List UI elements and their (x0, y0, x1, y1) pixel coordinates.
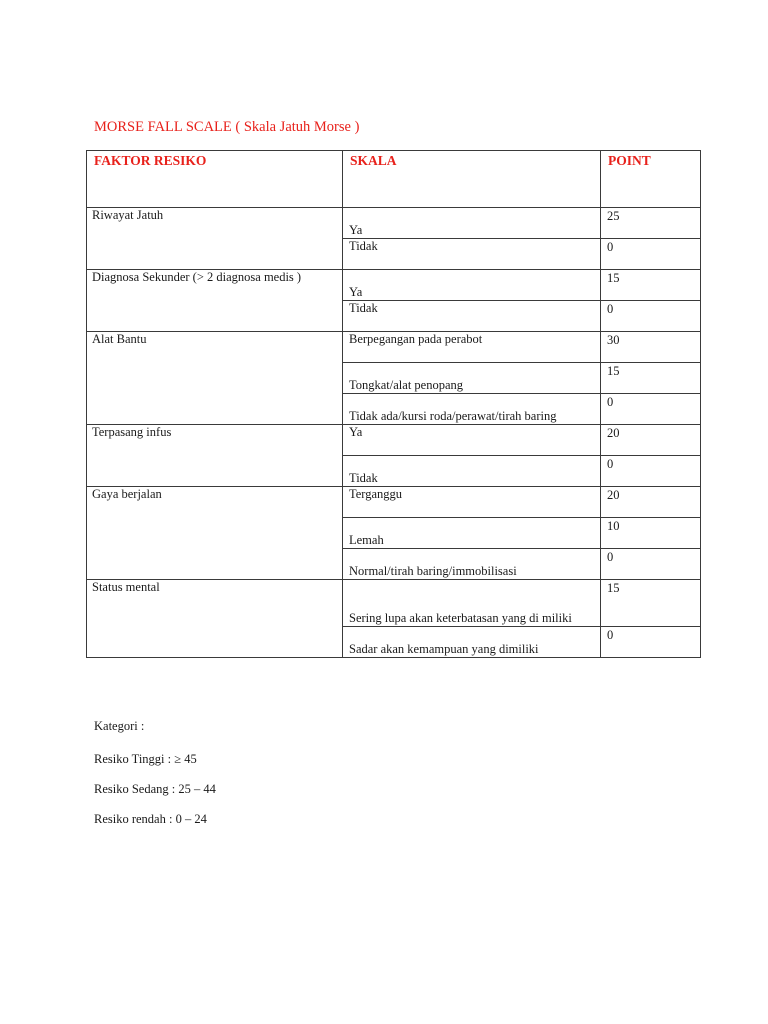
point-cell (601, 487, 701, 518)
point-cell (601, 239, 701, 270)
scale-cell (343, 580, 601, 627)
factor-cell (87, 208, 343, 270)
table-row (87, 487, 701, 518)
point-cell (601, 270, 701, 301)
scale-cell (343, 456, 601, 487)
point-value: 20 (607, 488, 620, 502)
factor-label: Status mental (92, 580, 160, 594)
point-cell (601, 301, 701, 332)
point-cell (601, 580, 701, 627)
morse-fall-scale-table (86, 150, 701, 658)
scale-cell (343, 518, 601, 549)
factor-label: Alat Bantu (92, 332, 147, 346)
point-value: 15 (607, 581, 620, 595)
point-value: 30 (607, 333, 620, 347)
table-row (87, 425, 701, 456)
point-value: 25 (607, 209, 620, 223)
point-value: 0 (607, 457, 614, 471)
point-value: 15 (607, 271, 620, 285)
scale-label: Tidak (349, 471, 378, 485)
scale-label: Sadar akan kemampuan yang dimiliki (349, 642, 539, 656)
scale-cell (343, 301, 601, 332)
header-factor: FAKTOR RESIKO (87, 151, 343, 208)
scale-label: Ya (349, 285, 363, 299)
scale-label: Tidak ada/kursi roda/perawat/tirah baring (349, 409, 557, 423)
scale-cell (343, 332, 601, 363)
factor-cell (87, 270, 343, 332)
category-heading: Kategori : (94, 719, 145, 733)
point-cell (601, 456, 701, 487)
point-cell (601, 425, 701, 456)
point-cell (601, 332, 701, 363)
point-value: 0 (607, 550, 614, 564)
point-value: 0 (607, 628, 614, 642)
table-row (87, 208, 701, 239)
point-value: 0 (607, 302, 614, 316)
factor-label: Gaya berjalan (92, 487, 162, 501)
scale-label: Tidak (349, 239, 378, 253)
header-point: POINT (601, 151, 701, 208)
scale-cell (343, 270, 601, 301)
point-value: 15 (607, 364, 620, 378)
table-row (87, 270, 701, 301)
factor-cell (87, 580, 343, 658)
scale-label: Tidak (349, 301, 378, 315)
scale-cell (343, 363, 601, 394)
header-scale: SKALA (343, 151, 601, 208)
scale-cell (343, 208, 601, 239)
factor-cell (87, 425, 343, 487)
factor-label: Terpasang infus (92, 425, 172, 439)
point-value: 10 (607, 519, 620, 533)
factor-cell (87, 487, 343, 580)
scale-cell (343, 239, 601, 270)
scale-cell (343, 487, 601, 518)
point-value: 0 (607, 240, 614, 254)
factor-cell (87, 332, 343, 425)
scale-label: Normal/tirah baring/immobilisasi (349, 564, 517, 578)
scale-label: Tongkat/alat penopang (349, 378, 464, 392)
point-cell (601, 208, 701, 239)
scale-cell (343, 549, 601, 580)
factor-label: Riwayat Jatuh (92, 208, 164, 222)
table-row (87, 332, 701, 363)
scale-label: Lemah (349, 533, 384, 547)
point-value: 0 (607, 395, 614, 409)
point-cell (601, 518, 701, 549)
scale-cell (343, 394, 601, 425)
scale-label: Sering lupa akan keterbatasan yang di miliki (349, 611, 572, 625)
factor-label: Diagnosa Sekunder (> 2 diagnosa medis ) (92, 270, 302, 284)
point-cell (601, 363, 701, 394)
scale-cell (343, 627, 601, 658)
scale-cell (343, 425, 601, 456)
point-cell (601, 627, 701, 658)
scale-label: Berpegangan pada perabot (349, 332, 483, 346)
point-cell (601, 394, 701, 425)
scale-label: Ya (349, 223, 363, 237)
scale-label: Terganggu (349, 487, 403, 501)
point-cell (601, 549, 701, 580)
point-value: 20 (607, 426, 620, 440)
category-low-risk: Resiko rendah : 0 – 24 (94, 812, 207, 826)
table-row (87, 580, 701, 627)
category-high-risk: Resiko Tinggi : ≥ 45 (94, 752, 197, 766)
table-header-row (87, 151, 701, 208)
scale-label: Ya (349, 425, 363, 439)
category-medium-risk: Resiko Sedang : 25 – 44 (94, 782, 216, 796)
page-title: MORSE FALL SCALE ( Skala Jatuh Morse ) (94, 119, 360, 135)
